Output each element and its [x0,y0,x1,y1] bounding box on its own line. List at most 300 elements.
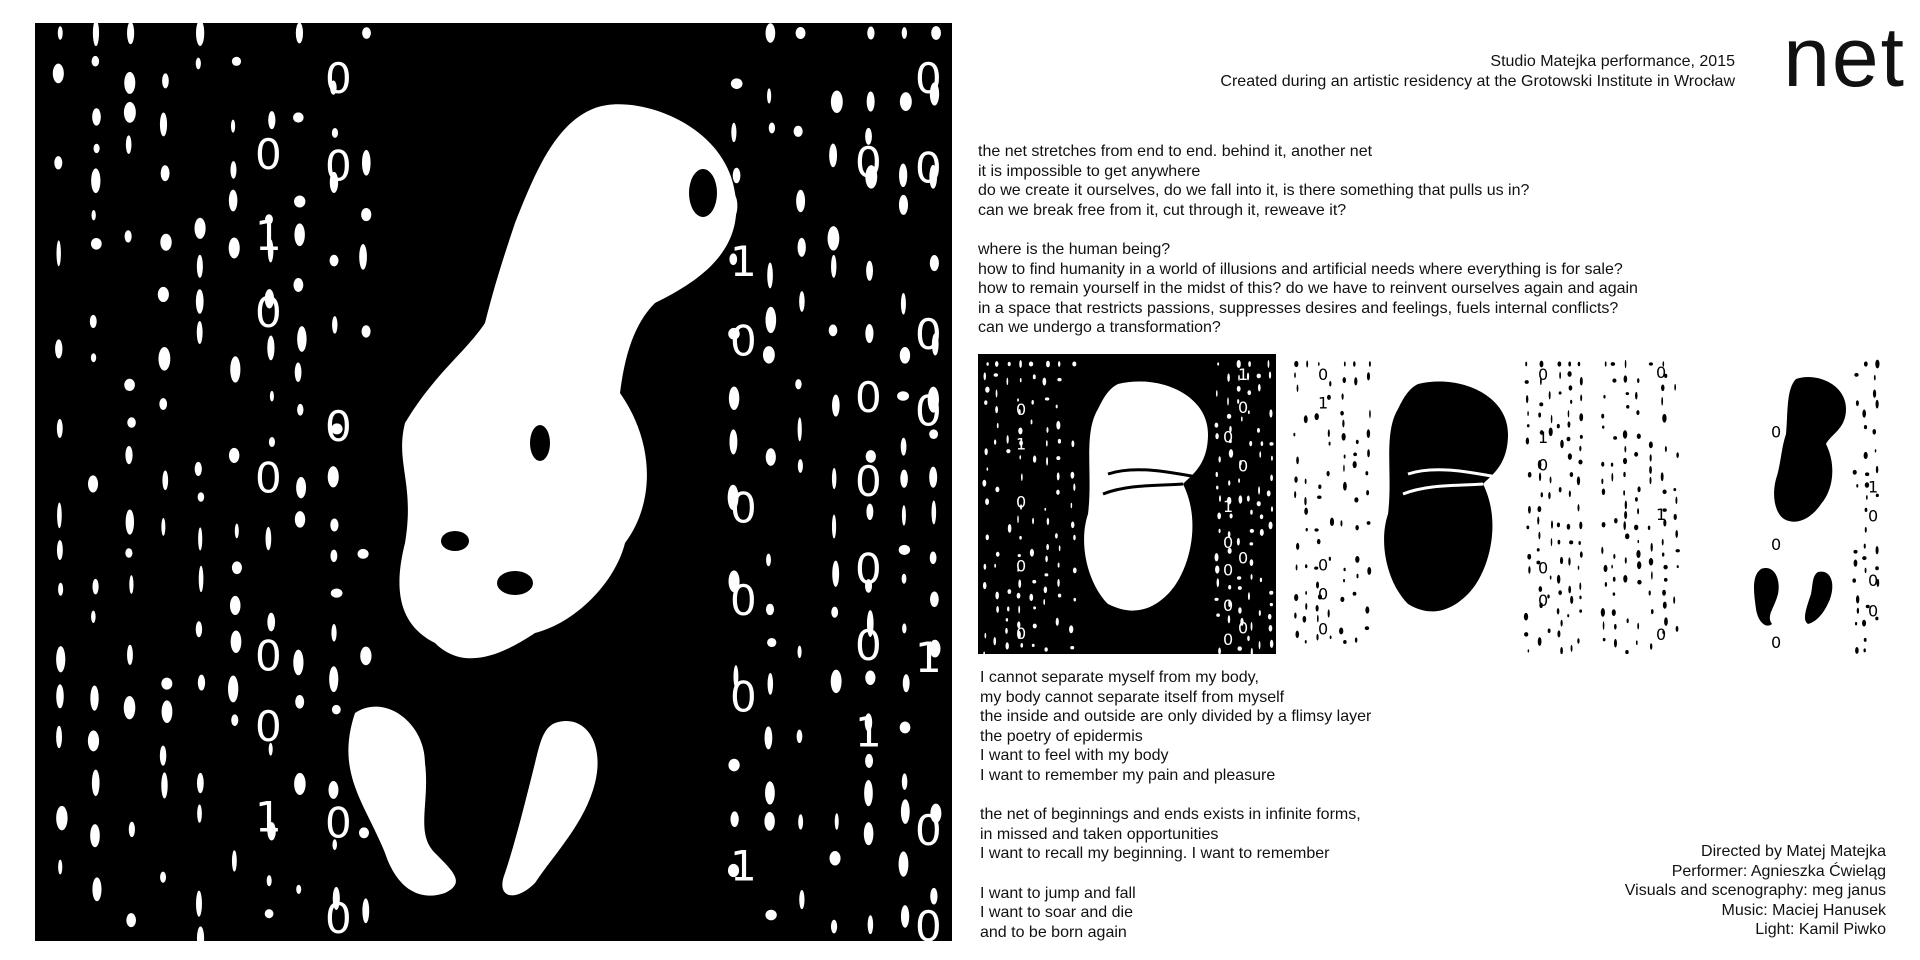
rain-dot [1603,621,1605,630]
thumbnail-dark [978,354,1276,654]
rain-dot [1662,539,1664,546]
rain-dot [796,27,806,39]
rain-dot [766,604,774,615]
rain-dot [1661,472,1664,481]
rain-dot [1853,470,1857,475]
rain-dot [899,851,909,876]
rain-dot [1270,640,1273,648]
rain-dot [1032,644,1035,647]
binary-digit: 0 [855,137,882,187]
rain-dot [94,144,100,153]
credit-line: Visuals and scenography: meg janus [1624,882,1886,900]
rain-dot [1854,373,1858,377]
binary-digit: 0 [915,386,942,436]
rain-dot [830,851,841,866]
binary-digit: 0 [325,894,352,941]
rain-dot [729,429,737,454]
rain-dot [797,730,803,743]
binary-digit: 0 [1318,619,1329,639]
rain-dot [1260,578,1262,583]
rain-dot [1270,475,1273,481]
rain-dot [1343,482,1347,491]
rain-dot [161,165,170,181]
rain-dot [1305,603,1307,610]
rain-dot [1578,460,1582,465]
rain-dot [1342,420,1344,428]
rain-dot [1568,586,1571,594]
rain-dot [1663,565,1667,570]
rain-dot [1865,508,1868,512]
rain-dot [1057,472,1060,480]
rain-dot [1238,586,1242,590]
rain-dot [124,696,136,719]
rain-dot [866,261,873,281]
rain-dot [92,579,98,594]
binary-digit: 0 [915,143,942,193]
thumbnail-inverted [1288,354,1588,654]
rain-dot [361,208,371,221]
rain-dot [798,238,806,257]
rain-dot [831,91,843,113]
rain-dot [125,446,132,464]
rain-dot [231,631,242,653]
binary-digit: 1 [855,707,882,757]
rain-dot [294,223,304,246]
rain-dot [729,386,739,410]
rain-dot [1032,518,1034,524]
rain-dot [1005,628,1008,634]
rain-dot [161,772,167,798]
rain-dot [1056,405,1058,409]
rain-dot [1677,565,1679,568]
binary-digit: 0 [325,798,352,848]
rain-dot [1327,471,1330,476]
rain-dot [1366,490,1369,495]
rain-dot [92,56,100,67]
rain-dot [1578,566,1580,570]
rain-dot [1559,372,1561,379]
rain-dot [92,108,101,125]
rain-dot [1238,478,1240,483]
rain-dot [1580,551,1583,557]
rain-dot [1021,474,1023,481]
rain-dot [1557,522,1560,527]
rain-dot [1662,490,1666,495]
rain-dot [795,379,801,389]
rain-dot [1328,609,1330,617]
rain-dot [232,561,242,574]
rain-dot [1046,457,1048,466]
rain-dot [1238,607,1241,613]
rain-dot [1528,472,1532,478]
rain-dot [1227,373,1230,382]
rain-dot [763,346,775,363]
rain-dot [899,163,907,187]
binary-digit: 0 [1868,570,1879,590]
binary-digit: 0 [1223,533,1234,553]
rain-dot [1874,375,1876,381]
rain-dot [1008,362,1011,366]
rain-dot [1293,433,1295,437]
rain-dot [1853,550,1857,554]
rain-dot [1612,609,1616,616]
rain-dot [1031,420,1033,425]
rain-dot [1216,472,1218,477]
rain-dot [1033,624,1037,629]
intro-line: can we undergo a transformation? [978,319,1221,337]
rain-dot [1857,608,1859,614]
rain-dot [1269,442,1273,446]
rain-dot [230,596,241,615]
hero-performance-image [35,23,952,941]
rain-dot [160,746,166,766]
rain-dot [1328,429,1330,437]
rain-dot [1261,441,1264,446]
binary-digit: 0 [1016,492,1027,512]
binary-digit: 0 [1771,633,1782,653]
rain-dot [769,123,775,134]
rain-dot [996,606,999,613]
rain-dot [903,674,910,692]
rain-dot [1056,490,1060,495]
rain-dot [1033,456,1036,463]
rain-dot [92,770,100,796]
rain-dot [1353,453,1357,457]
rain-dot [1557,424,1560,429]
rain-dot [1611,565,1613,569]
binary-digit: 0 [915,309,942,359]
rain-dot [295,511,305,528]
rain-dot [1353,361,1356,366]
binary-digit: 0 [855,544,882,594]
rain-dot [1539,402,1543,406]
rain-dot [1355,556,1359,563]
rain-dot [1318,484,1321,488]
rain-dot [1249,441,1252,446]
rain-dot [1033,606,1036,609]
poem-line: the inside and outside are only divided by a flimsy layer [980,708,1372,726]
binary-digit: 0 [915,54,942,103]
rain-dot [1329,442,1331,446]
rain-dot [229,190,238,212]
rain-dot [1625,557,1627,563]
rain-dot [1217,513,1221,520]
rain-dot [1247,390,1251,395]
rain-dot [360,647,371,666]
binary-digit: 0 [325,401,352,451]
binary-digit: 0 [1016,556,1027,576]
rain-dot [1525,380,1529,384]
rain-dot [197,255,203,278]
binary-digit: 1 [1538,428,1549,448]
rain-dot [1056,456,1060,460]
rain-dot [230,356,240,382]
rain-dot [1295,631,1299,638]
rain-dot [1355,638,1357,643]
rain-dot [1558,590,1562,595]
rain-dot [1305,591,1307,595]
intro-line: how to find humanity in a world of illusions and artificial needs where everything is for sale? [978,260,1623,278]
rain-dot [1219,529,1221,533]
rain-dot [91,238,102,250]
rain-dot [126,913,136,927]
rain-dot [1228,615,1231,623]
rain-dot [1649,558,1653,565]
credit-line: Directed by Matej Matejka [1701,843,1886,860]
rain-dot [1864,425,1867,429]
rain-dot [1259,610,1261,616]
rain-dot [1551,521,1553,529]
rain-dot [56,726,62,748]
rain-dot [1613,554,1615,559]
rain-dot [1664,578,1668,582]
rain-dot [1852,578,1856,582]
rain-dot [294,195,305,207]
rain-dot [1649,466,1652,474]
binary-digit: 0 [1223,560,1234,580]
rain-dot [1294,372,1296,377]
rain-dot [930,552,937,565]
rain-dot [1674,384,1676,391]
rain-dot [767,262,773,288]
rain-dot [765,781,775,804]
rain-dot [228,676,238,703]
rain-dot [1637,378,1639,383]
rain-dot [269,437,275,447]
rain-dot [901,438,907,456]
rain-dot [1569,385,1573,390]
rain-dot [91,168,100,193]
rain-dot [984,564,987,570]
rain-dot [984,372,986,380]
rain-dot [1329,381,1331,387]
rain-dot [1008,524,1012,533]
rain-dot [1526,526,1529,530]
rain-dot [1215,553,1219,561]
intro-line: do we create it ourselves, do we fall into it, is there something that pulls us in? [978,182,1530,200]
credit-line: Performer: Agnieszka Ćwieląg [1671,862,1886,880]
rain-dot [1623,472,1625,477]
rain-dot [362,27,371,39]
rain-dot [231,714,238,726]
rain-dot [331,589,343,598]
rain-dot [160,234,171,251]
header-credit-line: Studio Matejka performance, 2015 [1490,53,1735,70]
rain-dot [1268,360,1270,368]
rain-dot [1602,488,1605,495]
rain-dot [1537,548,1540,551]
rain-dot [1605,582,1607,587]
rain-dot [1526,438,1529,445]
rain-dot [1046,361,1050,368]
rain-dot [1650,643,1652,649]
rain-dot [329,781,339,799]
binary-digit: 0 [1656,625,1667,645]
rain-dot [1006,378,1008,386]
rain-dot [1257,428,1260,433]
binary-digit: 0 [255,701,282,751]
rain-dot [995,592,999,600]
rain-dot [867,26,874,39]
rain-dot [1227,397,1229,405]
rain-dot [1649,477,1651,484]
rain-dot [1216,486,1218,490]
rain-dot [267,613,275,632]
rain-dot [1580,377,1583,386]
rain-dot [835,813,839,830]
rain-dot [1637,486,1640,492]
rain-dot [1237,576,1241,579]
rain-dot [1365,606,1369,613]
rain-dot [1330,518,1334,526]
rain-dot [1637,540,1639,543]
rain-dot [1216,613,1220,617]
rain-dot [994,564,996,568]
binary-digit: 0 [1868,601,1879,621]
rain-dot [1662,552,1665,556]
intro-line: the net stretches from end to end. behind it, another net [978,143,1373,160]
rain-dot [1018,606,1020,614]
rain-dot [297,326,306,352]
rain-dot [197,321,203,344]
rain-dot [985,387,989,393]
binary-digit: 1 [255,792,282,842]
rain-dot [1613,592,1616,595]
binary-digit: 0 [1223,595,1234,615]
rain-dot [799,291,805,312]
rain-dot [996,552,1000,557]
binary-digit: 0 [1538,365,1549,384]
rain-dot [1674,514,1677,520]
rain-dot [1218,456,1220,462]
rain-dot [1305,479,1307,484]
binary-digit: 1 [1318,393,1329,413]
rain-dot [1316,605,1319,612]
rain-dot [1219,495,1221,502]
thumbnail-full-figure-svg [1596,354,1890,654]
rain-dot [1057,378,1061,382]
rain-dot [986,534,989,540]
poem-text [980,668,1371,942]
rain-dot [1876,546,1879,554]
rain-dot [1601,608,1605,617]
rain-dot [196,891,202,917]
rain-dot [1269,371,1271,378]
rain-dot [1269,522,1273,530]
rain-dot [1604,565,1608,572]
rain-dot [124,72,135,94]
binary-digit: 0 [1538,591,1549,611]
rain-dot [1865,472,1869,476]
rain-dot [126,135,132,153]
poem-line: I want to feel with my body [980,747,1169,765]
rain-dot [232,57,241,66]
rain-dot [902,623,906,633]
rain-dot [1568,453,1572,460]
rain-dot [985,448,988,455]
rain-dot [1315,413,1319,420]
rain-dot [1551,415,1553,423]
rain-dot [1676,549,1680,552]
rain-dot [900,347,910,364]
rain-dot [161,678,172,690]
rain-dot [1527,424,1530,427]
binary-digit: 0 [325,54,352,103]
rain-dot [56,806,67,830]
rain-dot [1260,514,1263,519]
rain-dot [55,339,62,358]
poem-line: in missed and taken opportunities [980,825,1219,843]
rain-dot [195,462,202,476]
rain-dot [1227,414,1231,419]
rain-dot [764,812,774,831]
rain-dot [1876,466,1878,473]
rain-dot [1567,437,1571,441]
intro-line: where is the human being? [978,240,1171,258]
rain-dot [1635,497,1638,502]
rain-dot [982,480,986,487]
rain-dot [995,361,999,367]
rain-dot [832,515,836,539]
binary-digit: 1 [255,210,282,260]
rain-dot [1030,549,1034,557]
rain-dot [1862,556,1866,560]
rain-dot [1330,635,1332,639]
binary-digit: 1 [730,841,757,891]
rain-dot [1354,377,1357,385]
rain-dot [1614,639,1617,648]
rain-dot [1271,507,1273,512]
rain-dot [1558,540,1561,545]
rain-dot [330,518,338,531]
rain-dot [1356,440,1359,444]
header-credit [1220,52,1735,92]
binary-digit: 1 [915,633,942,683]
rain-dot [1365,471,1368,475]
rain-dot [1237,538,1240,546]
rain-dot [1343,640,1347,644]
rain-dot [1258,384,1261,392]
rain-dot [88,730,99,751]
rain-dot [1623,490,1625,496]
rain-dot [1675,497,1677,504]
rain-dot [231,120,235,133]
rain-dot [730,811,738,827]
rain-dot [1365,626,1369,630]
rain-dot [1073,535,1076,541]
rain-dot [1568,410,1570,417]
rain-dot [124,379,135,391]
rain-dot [1018,579,1021,588]
rain-dot [1560,557,1563,564]
page-title: net [1783,10,1906,104]
rain-dot [1296,564,1298,570]
rain-dot [329,666,338,692]
rain-dot [1571,645,1573,652]
rain-dot [997,423,999,428]
rain-dot [296,23,303,43]
binary-digit: 0 [1318,584,1329,604]
rain-dot [1367,429,1370,438]
rain-dot [1044,586,1047,593]
rain-dot [267,336,274,361]
rain-dot [294,773,306,795]
rain-dot [1862,409,1866,417]
rain-dot [126,509,134,534]
binary-digit: 1 [1223,497,1234,517]
rain-dot [1046,544,1049,550]
binary-digit: 1 [1656,504,1667,524]
